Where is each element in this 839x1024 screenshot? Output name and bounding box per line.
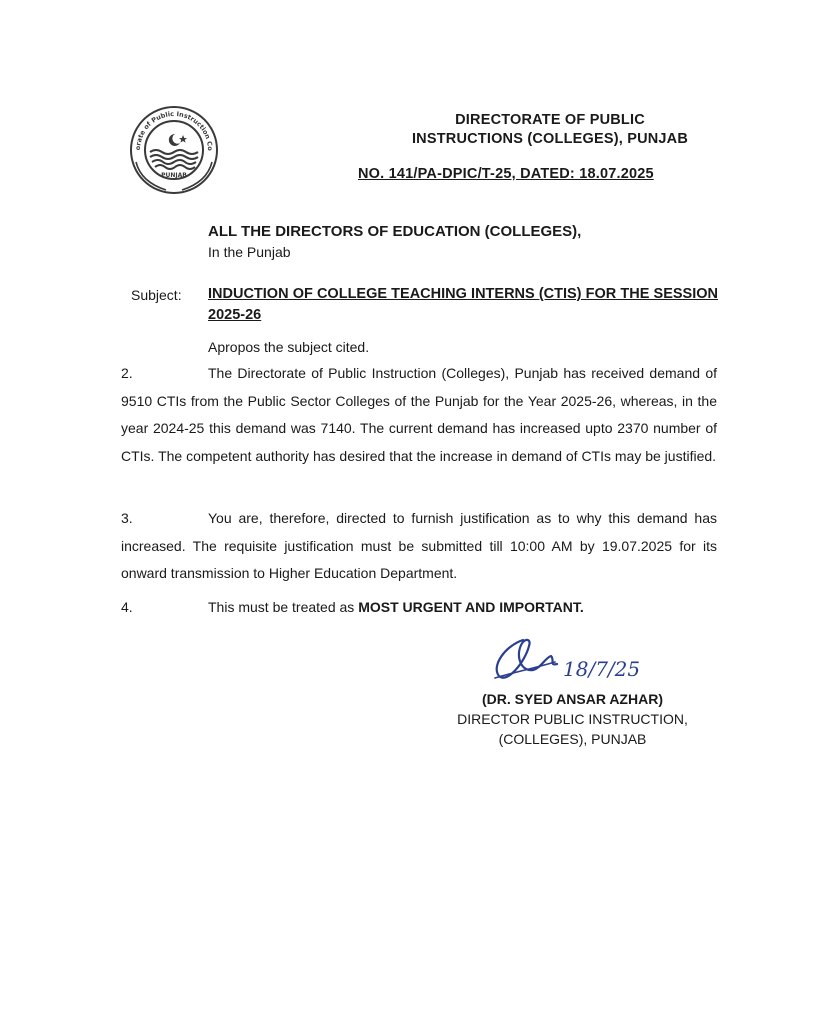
- paragraph-text: You are, therefore, directed to furnish justification as to why this demand has increased. The requisite justification must be submitted till 10:00 AM by 19.07.2025 for its onward transmission to Higher Education Department.: [121, 510, 717, 581]
- seal-ring-text: orate of Public Instruction Co: [133, 109, 215, 151]
- addressee-location: In the Punjab: [208, 244, 291, 260]
- addressee-block: [208, 222, 581, 262]
- paragraph-3: [121, 505, 717, 588]
- paragraph-4: [121, 594, 717, 622]
- signatory-name: (DR. SYED ANSAR AZHAR): [482, 691, 663, 707]
- signoff-block: [455, 689, 690, 749]
- paragraph-1: Apropos the subject cited.: [208, 339, 370, 355]
- reference-number: NO. 141/PA-DPIC/T-25, DATED: 18.07.2025: [358, 166, 654, 182]
- subject-label: Subject:: [131, 287, 182, 303]
- paragraph-2: [121, 360, 717, 470]
- org-name-line2: INSTRUCTIONS (COLLEGES), PUNJAB: [411, 131, 689, 147]
- paragraph-text: The Directorate of Public Instruction (Colleges), Punjab has received demand of 9510 CTIs from the Public Sector Colleges of the Punjab for the Year 2025-26, whereas, in the year 2024-25 this demand was 7140. The current demand has increased upto 2370 number of CTIs. The competent authority has desired that the increase in demand of CTIs may be justified.: [121, 365, 717, 464]
- signatory-designation-line2: (COLLEGES), PUNJAB: [498, 731, 647, 747]
- signature-date: 18/7/25: [563, 657, 641, 681]
- signatory-designation-line1: DIRECTOR PUBLIC INSTRUCTION,: [457, 711, 688, 727]
- subject-text: INDUCTION OF COLLEGE TEACHING INTERNS (CTIS) FOR THE SESSION 2025-26: [208, 286, 718, 323]
- handwritten-signature: [485, 632, 645, 692]
- letterhead: [385, 111, 715, 149]
- paragraph-number: 2.: [121, 365, 133, 381]
- punjab-govt-seal-icon: [128, 104, 220, 196]
- addressee-to: ALL THE DIRECTORS OF EDUCATION (COLLEGES),: [208, 223, 582, 240]
- org-name-line1: DIRECTORATE OF PUBLIC: [455, 112, 645, 128]
- seal-bottom-text: PUNJAB: [161, 172, 187, 179]
- paragraph-number: 4.: [121, 599, 133, 615]
- urgent-emphasis: MOST URGENT AND IMPORTANT.: [358, 599, 584, 615]
- paragraph-text: This must be treated as: [208, 599, 359, 615]
- paragraph-number: 3.: [121, 510, 133, 526]
